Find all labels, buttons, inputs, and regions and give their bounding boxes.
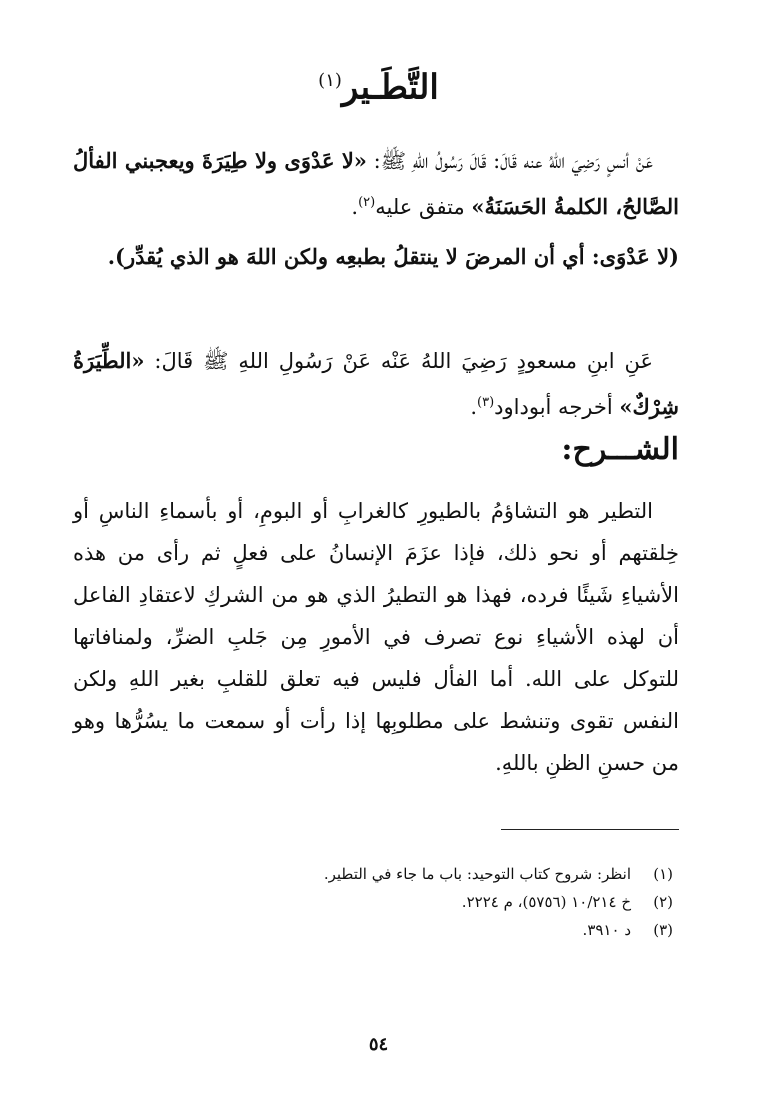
sharh-body-text: التطير هو التشاؤمُ بالطيورِ كالغرابِ أو البومِ، أو بأسماءِ الناسِ أو خِلقتهم أو نحو ذلك، فإذا عزَمَ الإنسانُ على فعلٍ ثم رأى من هذه الأشياءِ شَيئًا فرده، فهذا هو التطيرُ الذي هو من الشركِ لاعتقادِ الفاعل أن لهذه الأشياءِ نوع تصرف في الأمورِ مِن جَلبِ الضرِّ، ولمنافاتها للتوكل على الله. أما الفأل فليس فيه تعلق للقلبِ بغير اللهِ ولكن النفس تقوى وتنشط على مطلوبِها إذا رأت أو سمعت ما يسُرُّها وهو من حسنِ الظنِ باللهِ. (73, 499, 679, 775)
hadith-1-footnote-ref: (٢) (358, 195, 376, 210)
chapter-title-text: التَّطَـير (341, 67, 439, 108)
footnote-1 (73, 860, 673, 888)
explanation-1 (73, 236, 679, 278)
footnote-3 (73, 916, 673, 944)
footnote-3-text: د ٣٩١٠. (582, 921, 631, 939)
hadith-2-footnote-ref: (٣) (477, 395, 495, 410)
footnotes (73, 860, 673, 944)
hadith-1-source: متفق عليه (375, 195, 472, 219)
footnote-3-number: (٣) (653, 921, 673, 939)
hadith-1 (73, 140, 679, 228)
footnote-divider (501, 829, 679, 830)
hadith-2-intro: عَنِ ابنِ مسعودٍ رَضِيَ اللهُ عَنْه عَنْ رَسُولِ اللهِ ﷺ قَالَ: (144, 349, 653, 373)
title-footnote-ref: (١) (318, 70, 342, 91)
hadith-1-text: «لا عَدْوَى ولا طِيَرَةَ ويعجبني الفألُ الصَّالحُ، الكلمةُ الحَسَنَةُ» (73, 148, 679, 219)
hadith-2-end: . (470, 395, 478, 419)
footnote-2 (73, 888, 673, 916)
explanation-1-end: . (107, 244, 116, 269)
chapter-title (0, 56, 757, 112)
hadith-1-intro: عَنْ أنسٍ رَضِيَ اللهُ عنه قَالَ: قَالَ رَسُولُ اللهِ ﷺ: (366, 149, 653, 173)
hadith-2-source: أخرجه أبوداود (494, 395, 620, 419)
footnote-1-number: (١) (653, 865, 673, 883)
hadith-1-end: . (351, 195, 359, 219)
hadith-2-text: «الطِّيَرَةُ شِرْكٌ» (73, 348, 679, 419)
footnote-2-text: خ ١٠/٢١٤ (٥٧٥٦)، م ٢٢٢٤. (461, 893, 631, 911)
explanation-1-text: (لا عَدْوَى: أي أن المرضَ لا ينتقلُ بطبعِه ولكن اللهَ هو الذي يُقدِّر) (115, 244, 679, 269)
page-number: ٥٤ (368, 1034, 389, 1055)
sharh-body (73, 490, 679, 784)
hadith-2 (73, 340, 679, 428)
sharh-heading: الشـــرح: (561, 432, 679, 467)
footnote-1-text: انظر: شروح كتاب التوحيد: باب ما جاء في التطير. (323, 865, 631, 883)
footnote-2-number: (٢) (653, 893, 673, 911)
